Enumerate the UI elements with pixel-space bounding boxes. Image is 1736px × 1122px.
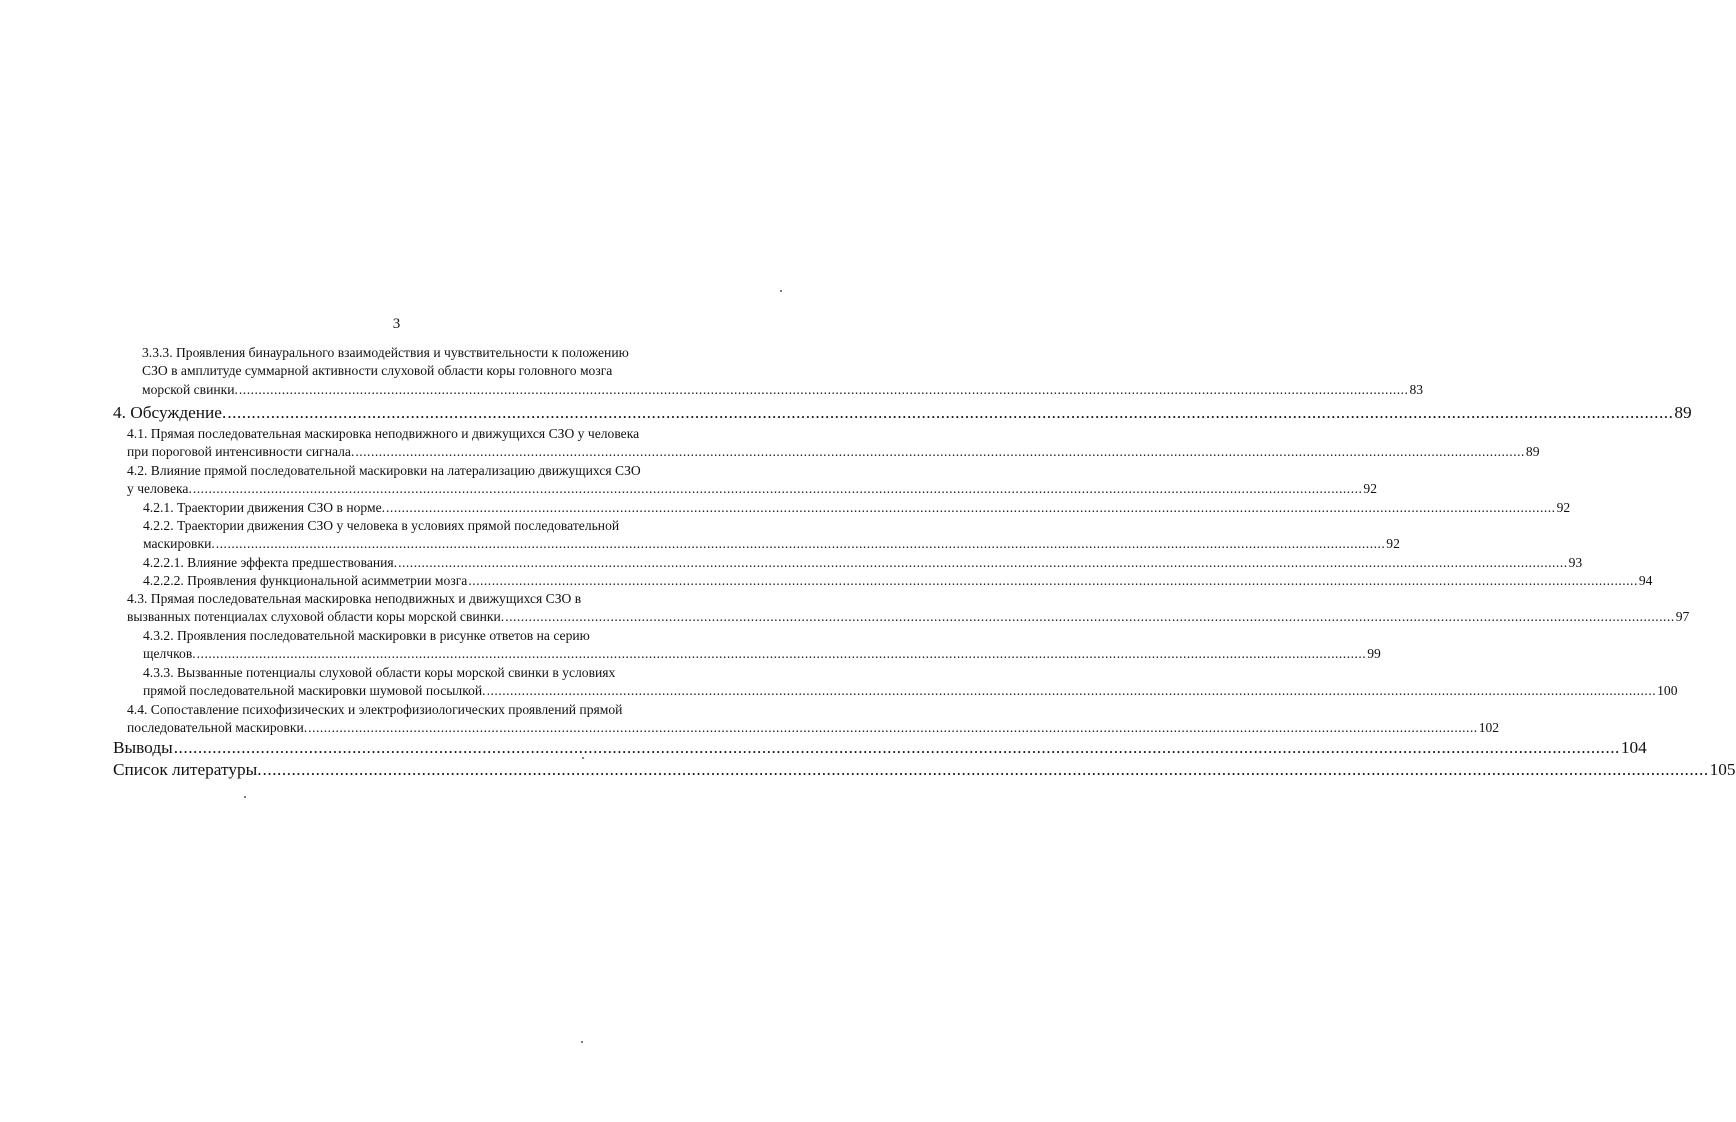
- toc-entry-title: СЗО в амплитуде суммарной активности слуховой области коры головного мозга: [142, 363, 613, 379]
- toc-entry-page: 99: [1367, 646, 1381, 662]
- toc-entry-title: прямой последовательной маскировки шумовой посылкой.: [143, 683, 486, 699]
- toc-entry-title: при пороговой интенсивности сигнала.: [127, 444, 355, 460]
- toc-entry-title: щелчков.: [143, 646, 196, 662]
- toc-entry-title: 4.2.2.1. Влияние эффекта предшествования.: [143, 555, 398, 570]
- toc-entry-page: 92: [1363, 481, 1377, 497]
- toc-entry[interactable]: [127, 590, 1690, 627]
- toc-entry[interactable]: [143, 664, 1678, 701]
- dot-leader: ............................................................................................................................................................................................................................................................................................................: [173, 738, 1620, 757]
- toc-entry[interactable]: [143, 572, 1653, 590]
- toc-entry[interactable]: [127, 425, 1540, 462]
- toc-entry-title: вызванных потенциалах слуховой области коры морской свинки.: [127, 609, 505, 625]
- toc-entry-title: 4.1. Прямая последовательная маскировка неподвижного и движущихся СЗО у человека: [127, 426, 640, 441]
- toc-entry-title: последовательной маскировки.: [127, 720, 308, 736]
- scan-speck: [244, 796, 246, 798]
- page-number: 3: [392, 316, 401, 332]
- toc-entry[interactable]: [143, 517, 1400, 554]
- toc-entry-page: 100: [1657, 683, 1678, 699]
- dot-leader: ............................................................................................................................................................................................................................................................................................................: [486, 683, 1657, 699]
- toc-entry-title: 4.4. Сопоставление психофизических и электрофизиологических проявлений прямой: [127, 702, 623, 717]
- dot-leader: ............................................................................................................................................................................................................................................................................................................: [238, 381, 1409, 397]
- toc-entry-title: морской свинки.: [142, 381, 238, 397]
- dot-leader: ............................................................................................................................................................................................................................................................................................................: [227, 403, 1674, 422]
- scan-speck: [581, 1041, 583, 1043]
- dot-leader: ............................................................................................................................................................................................................................................................................................................: [308, 720, 1478, 736]
- dot-leader: ............................................................................................................................................................................................................................................................................................................: [386, 500, 1556, 515]
- toc-entry-title: 4.2.2. Траектории движения СЗО у человека в условиях прямой последовательной: [143, 518, 620, 533]
- dot-leader: ............................................................................................................................................................................................................................................................................................................: [262, 760, 1709, 779]
- toc-entry[interactable]: [127, 701, 1500, 738]
- toc-entry-title: маскировки.: [143, 536, 215, 552]
- dot-leader: ............................................................................................................................................................................................................................................................................................................: [192, 481, 1363, 497]
- toc-entry-page: 92: [1556, 500, 1571, 515]
- dot-leader: ............................................................................................................................................................................................................................................................................................................: [468, 573, 1638, 588]
- toc-entry-title: 4.2.1. Траектории движения СЗО в норме.: [143, 500, 386, 515]
- dot-leader: ............................................................................................................................................................................................................................................................................................................: [398, 555, 1568, 570]
- toc-entry-page: 89: [1674, 403, 1692, 422]
- toc-entry[interactable]: [113, 737, 1647, 759]
- toc-entry[interactable]: [143, 554, 1583, 572]
- toc-entry-title: 4. Обсуждение.: [113, 403, 227, 422]
- scan-speck: [582, 757, 584, 759]
- scan-speck: [780, 290, 782, 292]
- toc-entry-title: 4.2.2.2. Проявления функциональной асимметрии мозга: [143, 573, 468, 588]
- toc-entry[interactable]: [142, 344, 1424, 399]
- dot-leader: ............................................................................................................................................................................................................................................................................................................: [196, 646, 1367, 662]
- dot-leader: ............................................................................................................................................................................................................................................................................................................: [355, 444, 1525, 460]
- toc-entry-page: 104: [1620, 738, 1647, 757]
- toc-entry-title: 4.3. Прямая последовательная маскировка неподвижных и движущихся СЗО в: [127, 591, 582, 606]
- toc-entry[interactable]: [127, 462, 1377, 499]
- toc-entry[interactable]: [113, 759, 1736, 781]
- toc-entry-title: 4.2. Влияние прямой последовательной маскировки на латерализацию движущихся СЗО: [127, 463, 641, 478]
- toc-entry[interactable]: [113, 402, 1692, 424]
- toc-entry-title: у человека.: [127, 481, 192, 497]
- toc-entry-page: 89: [1525, 444, 1540, 460]
- toc-entry[interactable]: [143, 627, 1381, 664]
- toc-entry-page: 93: [1568, 555, 1583, 570]
- toc-entry-title: Список литературы.: [113, 760, 262, 779]
- toc-entry-title: 4.3.3. Вызванные потенциалы слуховой области коры морской свинки в условиях: [143, 665, 616, 680]
- toc-entry-page: 102: [1478, 720, 1500, 736]
- toc-entry-page: 92: [1386, 536, 1400, 552]
- toc-entry-page: 105: [1709, 760, 1736, 779]
- toc-entry-title: 4.3.2. Проявления последовательной маскировки в рисунке ответов на серию: [143, 628, 590, 643]
- toc-entry-page: 97: [1675, 609, 1690, 625]
- toc-entry-title: 3.3.3. Проявления бинаурального взаимодействия и чувствительности к положению: [142, 345, 629, 360]
- toc-entry[interactable]: [143, 499, 1571, 517]
- dot-leader: ............................................................................................................................................................................................................................................................................................................: [215, 536, 1386, 552]
- toc-entry-page: 94: [1638, 573, 1653, 588]
- toc-entry-title: Выводы: [113, 738, 173, 757]
- toc-entry-page: 83: [1409, 381, 1424, 397]
- dot-leader: ............................................................................................................................................................................................................................................................................................................: [505, 609, 1675, 625]
